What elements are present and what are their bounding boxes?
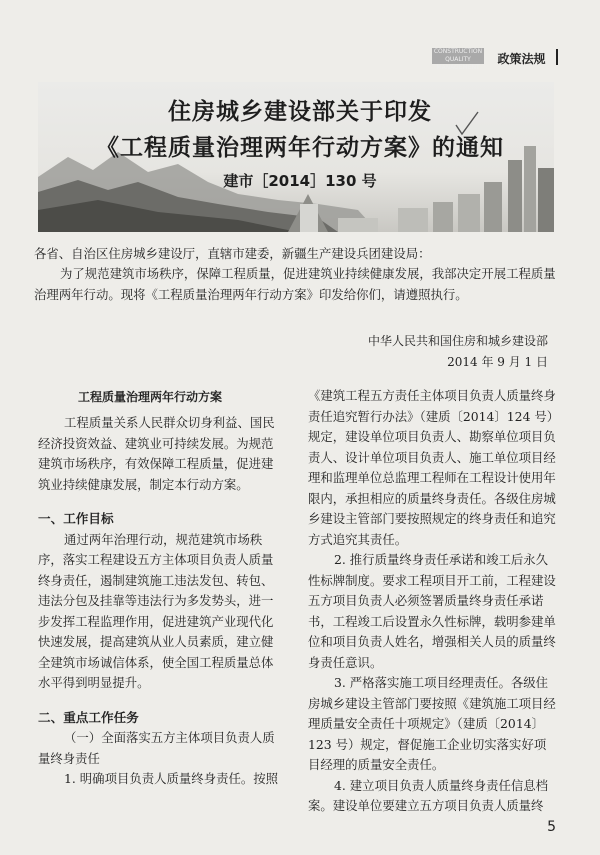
magazine-logo-tag: CONSTRUCTION QUALITY MANAGEMENT bbox=[433, 48, 483, 71]
right-column bbox=[308, 386, 556, 817]
left-column bbox=[38, 413, 280, 790]
right-paragraph-1: 《建筑工程五方责任主体项目负责人质量终身责任追究暂行办法》（建质〔2014〕124 号）规定，建设单位项目负责人、勘察单位项目负责人、设计单位项目负责人、施工单位项目经理和监理单位总监理工程师在工程设计使用年限内，承担相应的质量终身责任。各级住房城乡建设主管部门要按照规定的终身责任和追究方式追究其责任。 bbox=[308, 388, 556, 547]
notice-date: 2014 年 9 月 1 日 bbox=[447, 355, 548, 369]
right-paragraph-2: 2. 推行质量终身责任承诺和竣工后永久性标牌制度。要求工程项目开工前，工程建设五方项目负责人必须签署质量终身责任承诺书，工程竣工后设置永久性标牌，载明参建单位和项目负责人姓名，增强相关人员的质量终身责任意识。 bbox=[308, 552, 556, 670]
right-paragraph-4: 4. 建立项目负责人质量终身责任信息档案。建设单位要建立五方项目负责人质量终 bbox=[308, 777, 549, 813]
section-bar bbox=[556, 49, 558, 65]
notice-addressee: 各省、自治区住房城乡建设厅，直辖市建委，新疆生产建设兵团建设局： bbox=[34, 246, 431, 261]
page-number: 5 bbox=[547, 819, 556, 835]
item1-start: 1. 明确项目负责人质量终身责任。按照 bbox=[64, 771, 279, 786]
section1-body: 通过两年治理行动，规范建筑市场秩序，落实工程建设五方主体项目负责人质量终身责任，遏制建筑施工违法发包、转包、违法分包及挂靠等违法行为多发势头，进一步发挥工程监理作用，促进建筑产业现代化快速发展，提高建筑从业人员素质，建立健全建筑市场诚信体系，使全国工程质量总体水平得到明显提升。 bbox=[38, 531, 274, 690]
plan-title: 工程质量治理两年行动方案 bbox=[78, 390, 223, 404]
section1-heading: 一、工作目标 bbox=[38, 511, 114, 526]
notice-signer: 中华人民共和国住房和城乡建设部 bbox=[367, 334, 548, 348]
section2-heading: 二、重点工作任务 bbox=[38, 709, 139, 725]
subsection1-heading: （一）全面落实五方主体项目负责人质量终身责任 bbox=[38, 730, 275, 766]
document-number: 建市［2014］130 号 bbox=[223, 172, 377, 190]
banner-title-line2: 《工程质量治理两年行动方案》的通知 bbox=[96, 135, 504, 161]
right-paragraph-3: 3. 严格落实施工项目经理责任。各级住房城乡建设主管部门要按照《建筑施工项目经理质量安全责任十项规定》（建质〔2014〕123 号）规定，督促施工企业切实落实好项目经理的质量安全责任。 bbox=[308, 675, 556, 772]
banner-title-line1: 住房城乡建设部关于印发 bbox=[168, 99, 432, 125]
section-label bbox=[497, 50, 558, 67]
section-name: 政策法规 bbox=[497, 52, 546, 66]
notice-body: 为了规范建筑市场秩序，保障工程质量，促进建筑业持续健康发展，我部决定开展工程质量治理两年行动。现将《工程质量治理两年行动方案》印发给你们，请遵照执行。 bbox=[34, 266, 556, 302]
plan-intro: 工程质量关系人民群众切身利益、国民经济投资效益、建筑业可持续发展。为规范建筑市场秩序，有效保障工程质量，促进建筑业持续健康发展，制定本行动方案。 bbox=[38, 415, 275, 492]
